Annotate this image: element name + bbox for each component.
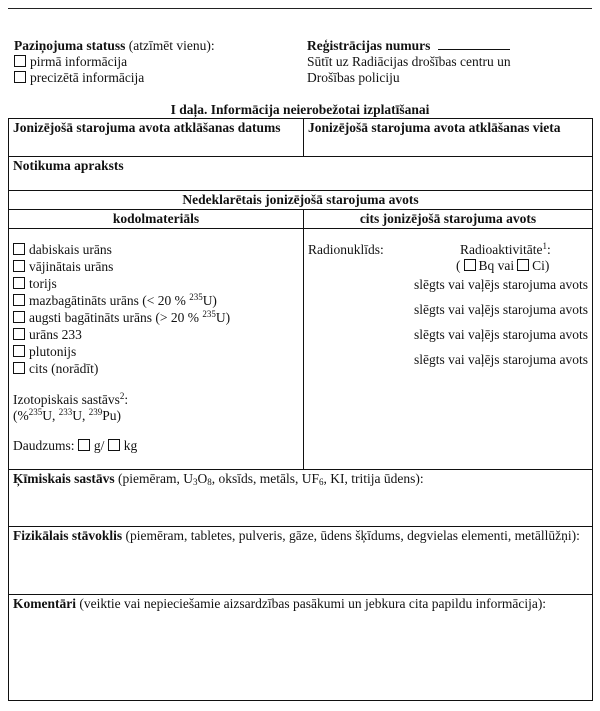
checkbox[interactable] — [13, 277, 25, 289]
status-block — [14, 38, 284, 86]
registration-number-field[interactable] — [438, 38, 510, 50]
sealed-open-source-2: slēgts vai vaļējs starojuma avots — [414, 302, 588, 317]
checkbox[interactable] — [14, 71, 26, 83]
other-source-header: cits jonizējošā starojuma avots — [304, 210, 593, 229]
option-plutonium[interactable]: plutonijs — [13, 344, 299, 361]
sealed-open-source-3: slēgts vai vaļējs starojuma avots — [414, 327, 588, 342]
status-title: Paziņojuma statuss — [14, 38, 126, 53]
checkbox[interactable] — [13, 311, 25, 323]
registration-label: Reģistrācijas numurs — [307, 38, 431, 53]
part1-title: I daļa. Informācija neierobežotai izplatīšanai — [170, 102, 430, 117]
notification-form-table — [8, 118, 593, 701]
detection-date-cell[interactable]: Jonizējošā starojuma avota atklāšanas datums — [9, 119, 304, 157]
isotopic-composition-units: (%$^{235}$U, $^{233}$U, $^{239}$Pu) — [13, 407, 122, 423]
undeclared-source-header: Nedeklarētais jonizējošā starojuma avots — [9, 191, 593, 210]
nuclear-material-header: kodolmateriāls — [9, 210, 304, 229]
isotopic-composition-label: Izotopiskais sastāvs$^2$: — [13, 391, 129, 407]
registration-send-to-cont: Drošības policiju — [307, 70, 400, 85]
sealed-open-source-1: slēgts vai vaļējs starojuma avots — [414, 277, 588, 292]
checkbox[interactable] — [13, 328, 25, 340]
status-option-updated[interactable]: precizētā informācija — [14, 70, 284, 86]
checkbox-grams[interactable] — [78, 439, 90, 451]
option-heu[interactable]: augsti bagātināts urāns (> 20 % $^{235}$U) — [13, 310, 299, 327]
option-thorium[interactable]: torijs — [13, 276, 299, 293]
chemical-composition-cell[interactable]: Ķīmiskais sastāvs (piemēram, $U_3O_8$, oksīds, metāls, $UF_6$, KI, tritija ūdens): — [9, 470, 593, 527]
option-other[interactable]: cits (norādīt) — [13, 361, 299, 378]
checkbox-becquerel[interactable] — [464, 259, 476, 271]
status-option-first[interactable]: pirmā informācija — [14, 54, 284, 70]
checkbox[interactable] — [13, 345, 25, 357]
top-rule — [8, 8, 592, 9]
checkbox[interactable] — [13, 243, 25, 255]
status-note: (atzīmēt vienu): — [125, 38, 215, 53]
radioactivity-label: Radioaktivitāte$^1$: — [460, 241, 551, 257]
comments-cell[interactable]: Komentāri (veiktie vai nepieciešamie aizsardzības pasākumi un jebkura cita papildu informācija): — [9, 595, 593, 701]
nuclear-material-cell — [9, 229, 304, 470]
detection-place-cell[interactable]: Jonizējošā starojuma avota atklāšanas vieta — [304, 119, 593, 157]
checkbox-curie[interactable] — [517, 259, 529, 271]
sealed-open-source-4: slēgts vai vaļējs starojuma avots — [414, 352, 588, 367]
physical-state-cell[interactable]: Fizikālais stāvoklis (piemēram, tabletes, pulveris, gāze, ūdens šķīdums, degvielas elementi, metāllūžņi): — [9, 527, 593, 595]
checkbox[interactable] — [13, 362, 25, 374]
radioactivity-units: ( Bq vai Ci) — [456, 258, 550, 273]
checkbox[interactable] — [13, 260, 25, 272]
option-natural-uranium[interactable]: dabiskais urāns — [13, 242, 299, 259]
event-description-cell[interactable]: Notikuma apraksts — [9, 157, 593, 191]
checkbox-kilograms[interactable] — [108, 439, 120, 451]
registration-send-to: Sūtīt uz Radiācijas drošības centru un — [307, 54, 511, 69]
checkbox[interactable] — [14, 55, 26, 67]
quantity-row: Daudzums: g/ kg — [13, 438, 138, 453]
radionuclide-label: Radionuklīds: — [308, 242, 384, 257]
checkbox[interactable] — [13, 294, 25, 306]
other-source-cell — [304, 229, 593, 470]
option-u233[interactable]: urāns 233 — [13, 327, 299, 344]
option-leu[interactable]: mazbagātināts urāns (< 20 % $^{235}$U) — [13, 293, 299, 310]
option-depleted-uranium[interactable]: vājinātais urāns — [13, 259, 299, 276]
registration-block — [307, 38, 592, 86]
